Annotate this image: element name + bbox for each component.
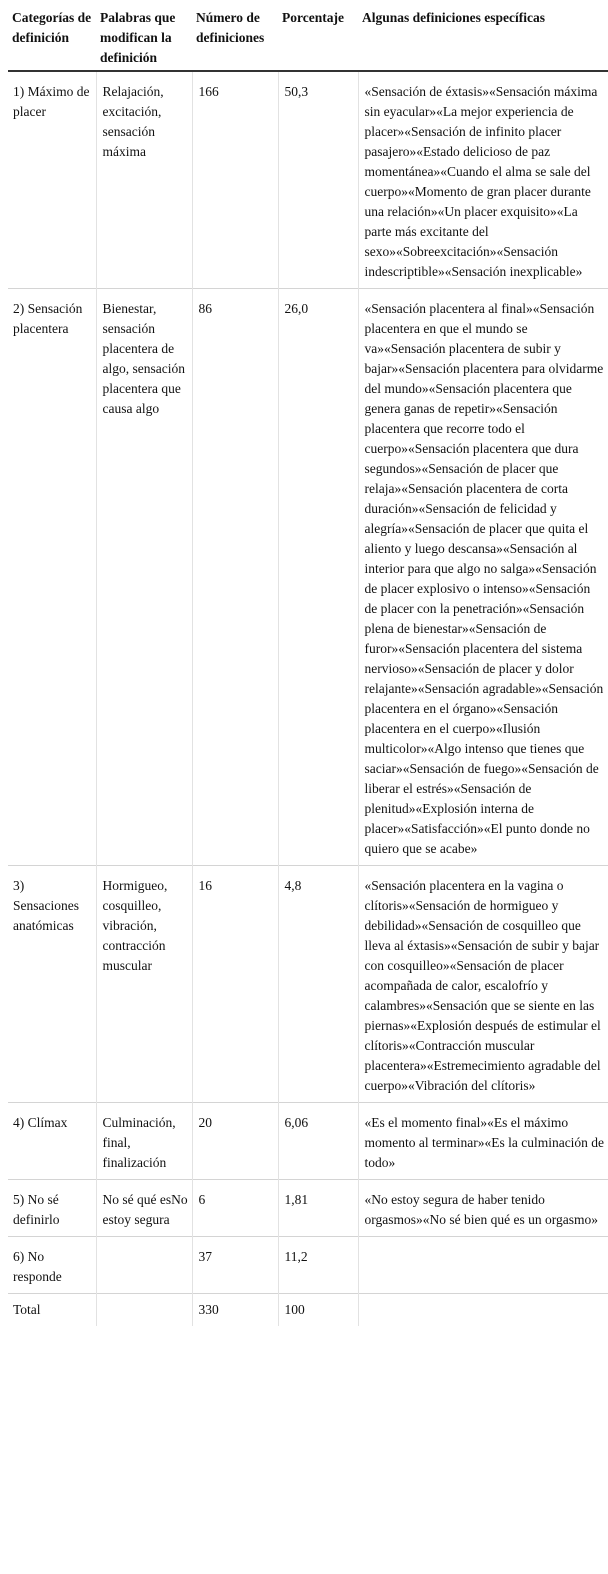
count-cell: 86 <box>192 289 278 866</box>
percent-cell: 6,06 <box>278 1103 358 1180</box>
category-cell: 1) Máximo de placer <box>8 71 96 289</box>
percent-cell: 4,8 <box>278 866 358 1103</box>
total-label: Total <box>8 1294 96 1327</box>
modifiers-cell <box>96 1237 192 1294</box>
table-row <box>8 1180 608 1237</box>
table-row <box>8 866 608 1103</box>
total-row <box>8 1294 608 1327</box>
header-modifiers: Palabras que modifican la definición <box>96 0 192 71</box>
header-category: Categorías de definición <box>8 0 96 71</box>
table-row <box>8 1237 608 1294</box>
definitions-cell <box>358 1237 608 1294</box>
definitions-cell: «Sensación placentera en la vagina o clítoris»«Sensación de hormigueo y debilidad»«Sensación de cosquilleo que lleva al éxtasis»«Sensación de subir y bajar con cosquilleo»«Sensación de placer acompañada de calor, escalofrío y calambres»«Sensación que se siente en las piernas»«Explosión después de estimular el clítoris»«Contracción muscular placentera»«Estremecimiento agradable del cuerpo»«Vibración del clítoris» <box>358 866 608 1103</box>
definitions-cell: «No estoy segura de haber tenido orgasmos»«No sé bien qué es un orgasmo» <box>358 1180 608 1237</box>
percent-cell: 50,3 <box>278 71 358 289</box>
count-cell: 37 <box>192 1237 278 1294</box>
modifiers-cell: Culminación, final, finalización <box>96 1103 192 1180</box>
definitions-cell: «Sensación de éxtasis»«Sensación máxima sin eyacular»«La mejor experiencia de placer»«Sensación de infinito placer pasajero»«Estado delicioso de paz momentánea»«Cuando el alma se sale del cuerpo»«Momento de gran placer durante una relación»«Un placer exquisito»«La parte más excitante del sexo»«Sobreexcitación»«Sensación indescriptible»«Sensación inexplicable» <box>358 71 608 289</box>
modifiers-cell: Bienestar, sensación placentera de algo, sensación placentera que causa algo <box>96 289 192 866</box>
percent-cell: 11,2 <box>278 1237 358 1294</box>
header-count: Número de definiciones <box>192 0 278 71</box>
count-cell: 16 <box>192 866 278 1103</box>
percent-cell: 26,0 <box>278 289 358 866</box>
modifiers-cell: Relajación, excitación, sensación máxima <box>96 71 192 289</box>
total-count: 330 <box>192 1294 278 1327</box>
category-cell: 3) Sensaciones anatómicas <box>8 866 96 1103</box>
table-row <box>8 71 608 289</box>
modifiers-cell: Hormigueo, cosquilleo, vibración, contracción muscular <box>96 866 192 1103</box>
definitions-cell: «Es el momento final»«Es el máximo momento al terminar»«Es la culminación de todo» <box>358 1103 608 1180</box>
total-percent: 100 <box>278 1294 358 1327</box>
category-cell: 5) No sé definirlo <box>8 1180 96 1237</box>
category-cell: 4) Clímax <box>8 1103 96 1180</box>
category-cell: 6) No responde <box>8 1237 96 1294</box>
table-row <box>8 1103 608 1180</box>
table-row <box>8 289 608 866</box>
category-cell: 2) Sensación placentera <box>8 289 96 866</box>
total-modifiers-cell <box>96 1294 192 1327</box>
definitions-table <box>8 0 608 1326</box>
count-cell: 6 <box>192 1180 278 1237</box>
count-cell: 20 <box>192 1103 278 1180</box>
header-definitions: Algunas definiciones específicas <box>358 0 608 71</box>
modifiers-cell: No sé qué esNo estoy segura <box>96 1180 192 1237</box>
percent-cell: 1,81 <box>278 1180 358 1237</box>
total-definitions-cell <box>358 1294 608 1327</box>
table-header-row <box>8 0 608 71</box>
header-percent: Porcentaje <box>278 0 358 71</box>
definitions-cell: «Sensación placentera al final»«Sensación placentera en que el mundo se va»«Sensación placentera de subir y bajar»«Sensación placentera para olvidarme del mundo»«Sensación placentera que genera ganas de repetir»«Sensación placentera que recorre todo el cuerpo»«Sensación placentera que dura segundos»«Sensación de placer que relaja»«Sensación placentera de corta duración»«Sensación de felicidad y alegría»«Sensación de placer que quita el aliento y luego descansa»«Sensación al interior para que algo no salga»«Sensación de placer explosivo o intenso»«Sensación de placer con la penetración»«Sensación plena de bienestar»«Sensación de furor»«Sensación placentera del sistema nervioso»«Sensación de placer y dolor relajante»«Sensación agradable»«Sensación placentera en el órgano»«Sensación placentera en el cuerpo»«Ilusión multicolor»«Algo intenso que tienes que saciar»«Sensación de fuego»«Sensación de liberar el estrés»«Sensación de plenitud»«Explosión interna de placer»«Satisfacción»«El punto donde no quiero que se acabe» <box>358 289 608 866</box>
count-cell: 166 <box>192 71 278 289</box>
